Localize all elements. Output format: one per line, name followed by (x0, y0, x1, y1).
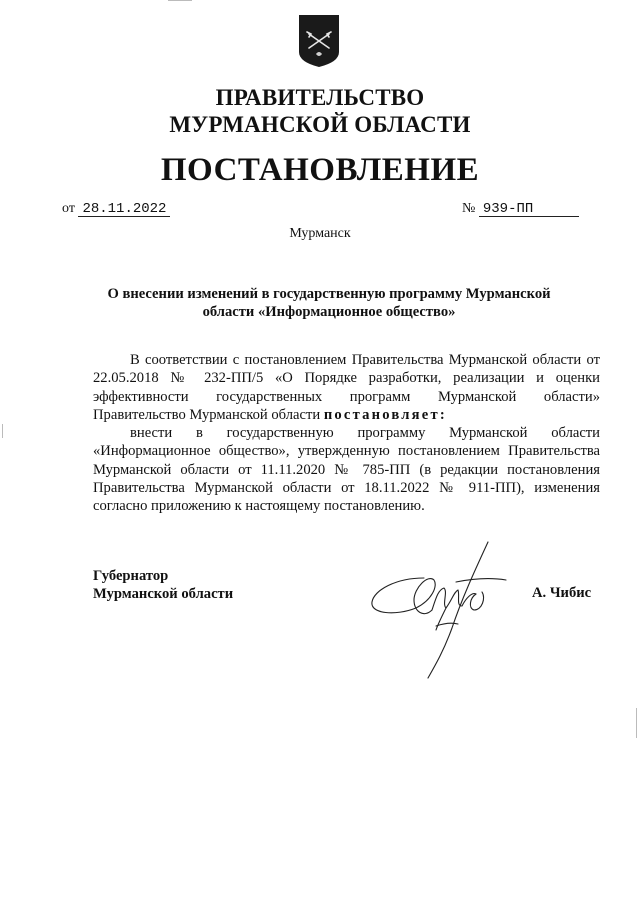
document-type: ПОСТАНОВЛЕНИЕ (160, 152, 480, 188)
body-paragraph-1 (93, 351, 600, 424)
scan-edge-mark (636, 708, 637, 738)
number-prefix: № (462, 201, 476, 216)
signatory-name: А. Чибис (532, 585, 592, 601)
document-subject: О внесении изменений в государственную программу Мурманской области «Информационное общество» (107, 286, 551, 320)
signatory-position-line-2: Мурманской области (93, 586, 234, 602)
body-paragraph-1-text: В соответствии с постановлением Правительства Мурманской области от 22.05.2018 № 232-ПП/5 «О Порядке разработки, реализации и оценки эффективности государственных программ Мурманской области» Правительство Мурманской области (93, 352, 600, 423)
number-row (462, 201, 579, 217)
signatory-position (93, 567, 233, 603)
signatory-position-line-1: Губернатор (93, 568, 169, 584)
handwritten-signature (366, 538, 516, 688)
document-body (93, 351, 600, 516)
scan-edge-mark (168, 0, 192, 1)
scan-edge-mark (2, 424, 3, 438)
issuer-line-2: МУРМАНСКОЙ ОБЛАСТИ (169, 112, 471, 137)
city: Мурманск (289, 226, 351, 241)
resolution-word: постановляет: (323, 406, 447, 423)
date-row (62, 201, 170, 217)
document-date: 28.11.2022 (78, 202, 170, 217)
issuer-line-1: ПРАВИТЕЛЬСТВО (215, 85, 425, 110)
date-prefix: от (62, 201, 75, 216)
document-number: 939-ПП (479, 202, 579, 217)
body-paragraph-2: внести в государственную программу Мурманской области «Информационное общество», утвержденную постановлением Правительства Мурманской области от 11.11.2020 № 785-ПП (в редакции постановления Правительства Мурманской области от 18.11.2022 № 911-ПП), изменения согласно приложению к настоящему постановлению. (93, 425, 600, 515)
issuer-title (0, 84, 640, 138)
coat-of-arms-icon (298, 14, 340, 68)
